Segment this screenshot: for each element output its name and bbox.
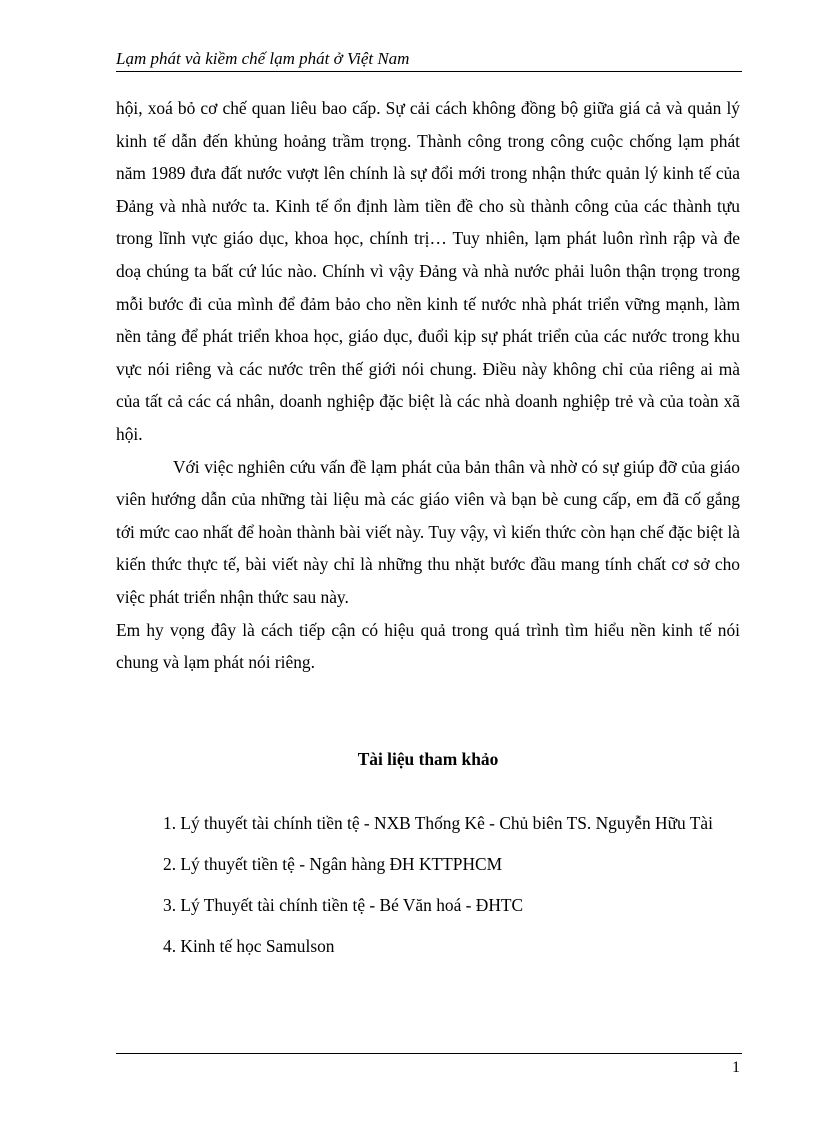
references-title: Tài liệu tham khảo: [357, 749, 499, 769]
paragraph-3: Em hy vọng đây là cách tiếp cận có hiệu quả trong quá trình tìm hiểu nền kinh tế nói chung và lạm phát nói riêng.: [116, 619, 740, 673]
references-list: [163, 808, 718, 972]
reference-item-3: 3. Lý Thuyết tài chính tiền tệ - Bé Văn hoá - ĐHTC: [163, 895, 524, 915]
header-rule: [116, 71, 742, 72]
paragraph-1: hội, xoá bỏ cơ chế quan liêu bao cấp. Sự cải cách không đồng bộ giữa giá cả và quản lý kinh tế dẫn đến khủng hoảng trầm trọng. Thành công trong công cuộc chống lạm phát năm 1989 đưa đất nước vượt lên chính là sự đổi mới trong nhận thức quản lý kinh tế của Đảng và nhà nước ta. Kinh tế ổn định làm tiền đề cho sù thành công của các thành tựu trong lĩnh vực giáo dục, khoa học, chính trị… Tuy nhiên, lạm phát luôn rình rập và đe doạ chúng ta bất cứ lúc nào. Chính vì vậy Đảng và nhà nước phải luôn thận trọng trong mỗi bước đi của mình để đảm bảo cho nền kinh tế nước nhà phát triển vững mạnh, làm nền tảng để phát triển khoa học, giáo dục, đuổi kịp sự phát triển của các nước trong khu vực nói riêng và các nước trên thế giới nói chung. Điều này không chỉ của riêng ai mà của tất cả các cá nhân, doanh nghiệp đặc biệt là các nhà doanh nghiệp trẻ và của toàn xã hội.: [116, 98, 740, 444]
paragraph-2: Với việc nghiên cứu vấn đề lạm phát của bản thân và nhờ có sự giúp đỡ của giáo viên hướng dẫn của những tài liệu mà các giáo viên và bạn bè cung cấp, em đã cố gắng tới mức cao nhất để hoàn thành bài viết này. Tuy vậy, vì kiến thức còn hạn chế đặc biệt là kiến thức thực tế, bài viết này chỉ là những thu nhặt bước đầu mang tính chất cơ sở cho việc phát triển nhận thức sau này.: [116, 456, 740, 607]
body-text: [116, 92, 740, 679]
reference-item-1: 1. Lý thuyết tài chính tiền tệ - NXB Thống Kê - Chủ biên TS. Nguyễn Hữu Tài: [163, 813, 713, 833]
running-header: Lạm phát và kiềm chế lạm phát ở Việt Nam: [116, 49, 410, 68]
reference-item-4: 4. Kinh tế học Samulson: [163, 936, 335, 956]
reference-item-2: 2. Lý thuyết tiền tệ - Ngân hàng ĐH KTTPHCM: [163, 854, 503, 874]
footer-rule: [116, 1053, 742, 1054]
page-number: 1: [732, 1059, 740, 1076]
